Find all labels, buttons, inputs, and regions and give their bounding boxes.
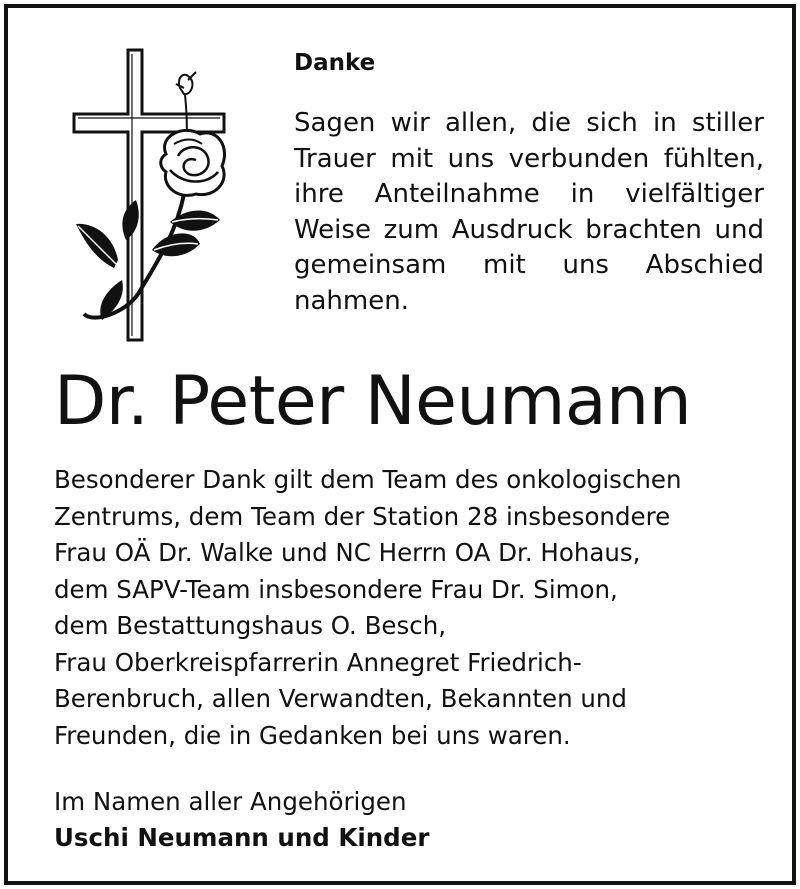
special-thanks-line: Freunden, die in Gedanken bei uns waren.	[54, 720, 571, 750]
obituary-frame	[4, 4, 796, 885]
special-thanks-line: dem Bestattungshaus O. Besch,	[54, 611, 447, 640]
thanks-heading: Danke	[294, 50, 376, 76]
signature-intro: Im Namen aller Angehörigen	[54, 787, 407, 816]
thanks-message: Sagen wir allen, die sich in stiller Trauer mit uns verbunden fühlten, ihre Anteilnahme in vielfältiger Weise zum Ausdruck brachten und gemeinsam mit uns Abschied nahmen.	[294, 108, 764, 316]
special-thanks-line: Zentrums, dem Team der Station 28 insbesondere	[54, 501, 671, 531]
special-thanks-text	[54, 462, 784, 754]
special-thanks-line: Frau OÄ Dr. Walke und NC Herrn OA Dr. Hohaus,	[54, 538, 641, 567]
special-thanks-line: Berenbruch, allen Verwandten, Bekannten und	[54, 684, 627, 713]
special-thanks-line: Besonderer Dank gilt dem Team des onkologischen	[54, 465, 682, 494]
special-thanks-line: dem SAPV-Team insbesondere Frau Dr. Simon,	[54, 574, 618, 604]
deceased-name: Dr. Peter Neumann	[54, 362, 692, 441]
cross-with-rose-icon	[66, 44, 246, 350]
special-thanks-line: Frau Oberkreispfarrerin Annegret Friedrich-	[54, 647, 582, 677]
signature-names: Uschi Neumann und Kinder	[54, 823, 430, 852]
